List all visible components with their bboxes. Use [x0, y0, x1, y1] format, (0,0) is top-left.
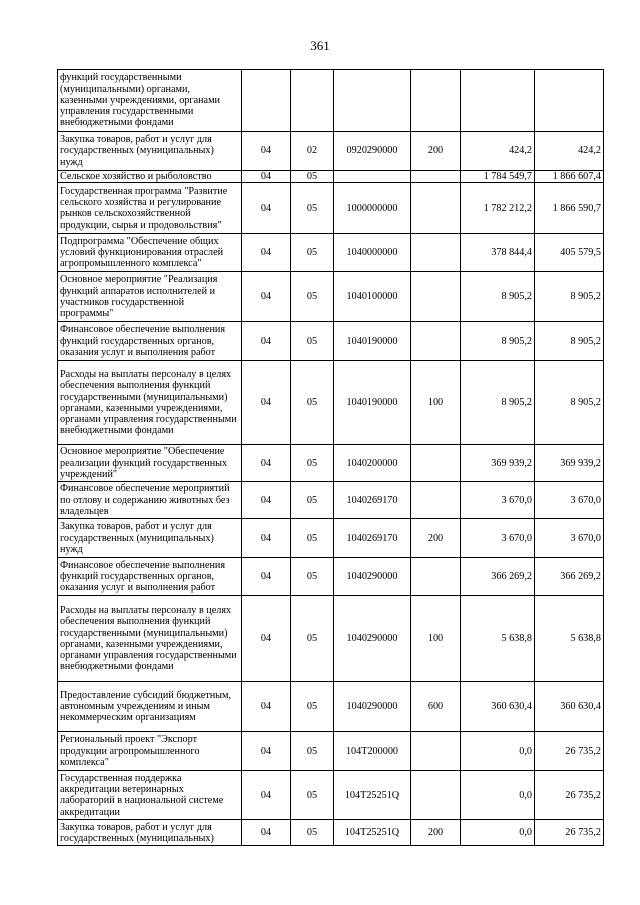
- cell-subsection: 05: [291, 482, 334, 519]
- cell-name: Финансовое обеспечение выполнения функций государственных органов, оказания услуг и выполнения работ: [58, 558, 242, 596]
- cell-subsection: 05: [291, 820, 334, 846]
- cell-amount-year-1: 424,2: [461, 132, 535, 171]
- cell-target-article: [334, 70, 411, 132]
- table-row: [58, 70, 604, 132]
- cell-amount-year-2: 5 638,8: [535, 596, 604, 682]
- cell-name: функций государственными (муниципальными) органами, казенными учреждениями, органами управления государственными внебюджетными фондами: [58, 70, 242, 132]
- table-row: [58, 234, 604, 272]
- cell-name: Государственная поддержка аккредитации ветеринарных лабораторий в национальной системе аккредитации: [58, 771, 242, 820]
- cell-name: Государственная программа "Развитие сельского хозяйства и регулирование рынков сельскохозяйственной продукции, сырья и продовольствия": [58, 183, 242, 234]
- cell-subsection: 05: [291, 361, 334, 445]
- table-row: [58, 596, 604, 682]
- cell-target-article: 1040190000: [334, 361, 411, 445]
- cell-section: 04: [242, 171, 291, 183]
- cell-expense-type: [411, 732, 461, 771]
- cell-amount-year-2: 3 670,0: [535, 519, 604, 558]
- cell-name: Подпрограмма "Обеспечение общих условий функционирования отраслей агропромышленного комплекса": [58, 234, 242, 272]
- cell-section: 04: [242, 771, 291, 820]
- cell-amount-year-2: 8 905,2: [535, 272, 604, 322]
- cell-amount-year-1: 360 630,4: [461, 682, 535, 732]
- cell-name: Расходы на выплаты персоналу в целях обеспечения выполнения функций государственными (муниципальными) органами, казенными учреждениями, органами управления государственными внебюджетными фондами: [58, 361, 242, 445]
- cell-section: 04: [242, 445, 291, 482]
- table-row: [58, 732, 604, 771]
- cell-target-article: 1040000000: [334, 234, 411, 272]
- table-row: [58, 771, 604, 820]
- cell-amount-year-2: 8 905,2: [535, 361, 604, 445]
- cell-section: 04: [242, 519, 291, 558]
- cell-subsection: 05: [291, 445, 334, 482]
- cell-amount-year-2: 360 630,4: [535, 682, 604, 732]
- cell-section: 04: [242, 234, 291, 272]
- cell-amount-year-1: 3 670,0: [461, 519, 535, 558]
- cell-expense-type: [411, 558, 461, 596]
- cell-amount-year-2: 366 269,2: [535, 558, 604, 596]
- cell-subsection: 05: [291, 183, 334, 234]
- cell-amount-year-2: 424,2: [535, 132, 604, 171]
- cell-subsection: 05: [291, 272, 334, 322]
- cell-amount-year-2: 26 735,2: [535, 771, 604, 820]
- cell-expense-type: 100: [411, 596, 461, 682]
- cell-amount-year-2: 405 579,5: [535, 234, 604, 272]
- table-row: [58, 361, 604, 445]
- cell-subsection: 05: [291, 732, 334, 771]
- cell-name: Основное мероприятие "Реализация функций аппаратов исполнителей и участников государственной программы": [58, 272, 242, 322]
- cell-amount-year-1: 8 905,2: [461, 272, 535, 322]
- cell-name: Закупка товаров, работ и услуг для государственных (муниципальных) нужд: [58, 132, 242, 171]
- page-number: 361: [310, 38, 330, 53]
- cell-subsection: 05: [291, 322, 334, 361]
- cell-amount-year-2: [535, 70, 604, 132]
- cell-section: 04: [242, 183, 291, 234]
- cell-expense-type: [411, 183, 461, 234]
- cell-subsection: 05: [291, 596, 334, 682]
- cell-name: Закупка товаров, работ и услуг для государственных (муниципальных): [58, 820, 242, 846]
- table-row: [58, 171, 604, 183]
- cell-target-article: 1040269170: [334, 519, 411, 558]
- cell-target-article: 1040290000: [334, 596, 411, 682]
- cell-target-article: 104T25251Q: [334, 820, 411, 846]
- cell-target-article: 1040200000: [334, 445, 411, 482]
- cell-target-article: [334, 171, 411, 183]
- table-row: [58, 820, 604, 846]
- cell-name: Финансовое обеспечение выполнения функций государственных органов, оказания услуг и выполнения работ: [58, 322, 242, 361]
- cell-target-article: 104T200000: [334, 732, 411, 771]
- cell-expense-type: 600: [411, 682, 461, 732]
- cell-expense-type: [411, 771, 461, 820]
- cell-amount-year-2: 369 939,2: [535, 445, 604, 482]
- cell-expense-type: [411, 322, 461, 361]
- cell-amount-year-1: 378 844,4: [461, 234, 535, 272]
- cell-section: 04: [242, 272, 291, 322]
- cell-amount-year-1: 5 638,8: [461, 596, 535, 682]
- cell-amount-year-2: 8 905,2: [535, 322, 604, 361]
- budget-table: [57, 69, 604, 846]
- cell-expense-type: [411, 445, 461, 482]
- cell-subsection: 05: [291, 558, 334, 596]
- cell-target-article: 104T25251Q: [334, 771, 411, 820]
- cell-amount-year-1: 0,0: [461, 732, 535, 771]
- cell-name: Предоставление субсидий бюджетным, автономным учреждениям и иным некоммерческим организациям: [58, 682, 242, 732]
- cell-name: Финансовое обеспечение мероприятий по отлову и содержанию животных без владельцев: [58, 482, 242, 519]
- table-row: [58, 132, 604, 171]
- cell-name: Сельское хозяйство и рыболовство: [58, 171, 242, 183]
- cell-amount-year-1: 0,0: [461, 820, 535, 846]
- table-row: [58, 682, 604, 732]
- cell-section: [242, 70, 291, 132]
- table-row: [58, 558, 604, 596]
- cell-amount-year-1: 1 784 549,7: [461, 171, 535, 183]
- cell-subsection: 05: [291, 682, 334, 732]
- cell-expense-type: [411, 171, 461, 183]
- cell-name: Закупка товаров, работ и услуг для государственных (муниципальных) нужд: [58, 519, 242, 558]
- cell-section: 04: [242, 558, 291, 596]
- table-row: [58, 519, 604, 558]
- cell-amount-year-2: 26 735,2: [535, 732, 604, 771]
- cell-amount-year-2: 3 670,0: [535, 482, 604, 519]
- cell-target-article: 1040190000: [334, 322, 411, 361]
- cell-amount-year-2: 1 866 590,7: [535, 183, 604, 234]
- cell-name: Основное мероприятие "Обеспечение реализации функций государственных учреждений": [58, 445, 242, 482]
- cell-target-article: 1040100000: [334, 272, 411, 322]
- cell-amount-year-2: 1 866 607,4: [535, 171, 604, 183]
- cell-amount-year-1: 3 670,0: [461, 482, 535, 519]
- cell-section: 04: [242, 322, 291, 361]
- cell-expense-type: 100: [411, 361, 461, 445]
- cell-amount-year-1: 369 939,2: [461, 445, 535, 482]
- cell-expense-type: [411, 482, 461, 519]
- cell-section: 04: [242, 820, 291, 846]
- cell-expense-type: [411, 272, 461, 322]
- cell-subsection: 02: [291, 132, 334, 171]
- cell-expense-type: [411, 234, 461, 272]
- cell-amount-year-1: 366 269,2: [461, 558, 535, 596]
- table-row: [58, 272, 604, 322]
- cell-target-article: 1040290000: [334, 682, 411, 732]
- table-row: [58, 482, 604, 519]
- cell-expense-type: 200: [411, 519, 461, 558]
- cell-expense-type: 200: [411, 820, 461, 846]
- cell-name: Расходы на выплаты персоналу в целях обеспечения выполнения функций государственными (муниципальными) органами, казенными учреждениями, органами управления государственными внебюджетными фондами: [58, 596, 242, 682]
- cell-amount-year-1: [461, 70, 535, 132]
- cell-target-article: 1040290000: [334, 558, 411, 596]
- cell-name: Региональный проект "Экспорт продукции агропромышленного комплекса": [58, 732, 242, 771]
- cell-expense-type: [411, 70, 461, 132]
- cell-amount-year-1: 8 905,2: [461, 361, 535, 445]
- cell-section: 04: [242, 482, 291, 519]
- cell-subsection: 05: [291, 234, 334, 272]
- table-row: [58, 183, 604, 234]
- table-row: [58, 322, 604, 361]
- cell-amount-year-2: 26 735,2: [535, 820, 604, 846]
- cell-amount-year-1: 8 905,2: [461, 322, 535, 361]
- cell-subsection: 05: [291, 519, 334, 558]
- cell-subsection: 05: [291, 171, 334, 183]
- cell-target-article: 1040269170: [334, 482, 411, 519]
- cell-target-article: 0920290000: [334, 132, 411, 171]
- cell-section: 04: [242, 361, 291, 445]
- cell-amount-year-1: 0,0: [461, 771, 535, 820]
- cell-section: 04: [242, 732, 291, 771]
- cell-section: 04: [242, 132, 291, 171]
- cell-target-article: 1000000000: [334, 183, 411, 234]
- cell-section: 04: [242, 596, 291, 682]
- cell-amount-year-1: 1 782 212,2: [461, 183, 535, 234]
- cell-subsection: 05: [291, 771, 334, 820]
- cell-section: 04: [242, 682, 291, 732]
- cell-expense-type: 200: [411, 132, 461, 171]
- table-row: [58, 445, 604, 482]
- cell-subsection: [291, 70, 334, 132]
- table-body: [58, 70, 604, 846]
